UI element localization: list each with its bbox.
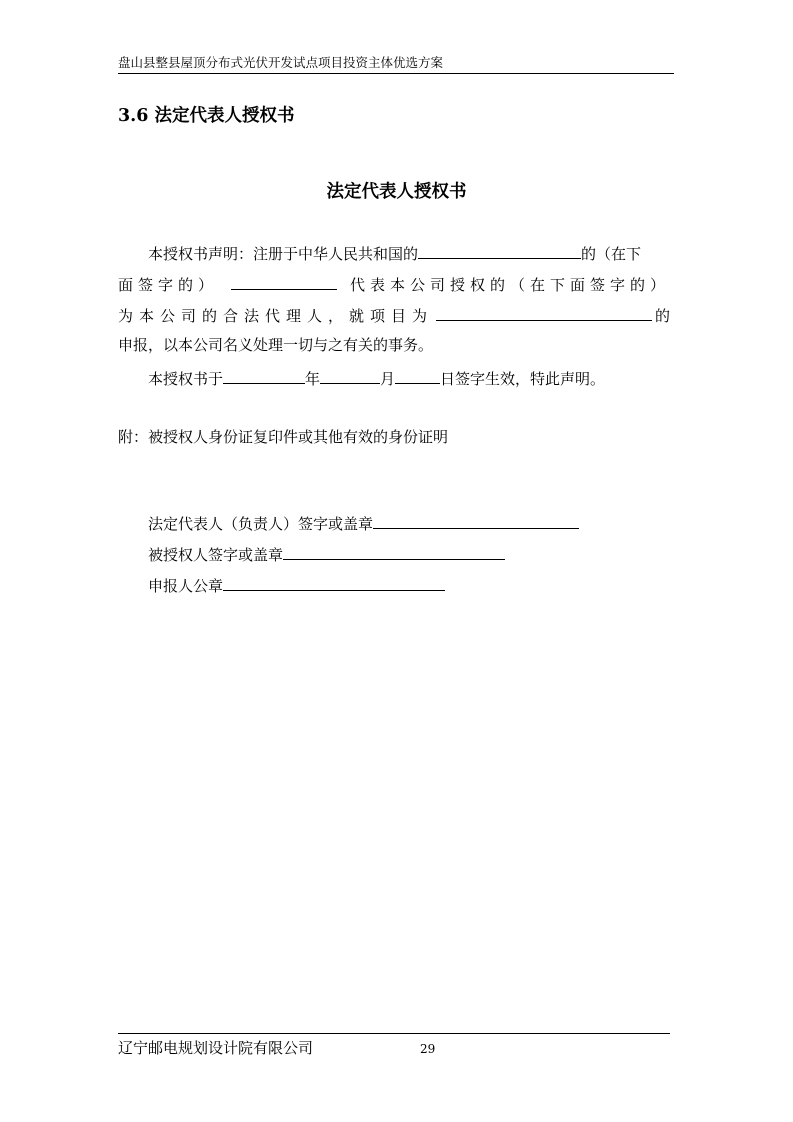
legal-rep-signature-blank[interactable]	[373, 512, 579, 529]
registered-company-blank[interactable]	[418, 242, 581, 259]
page-number: 29	[420, 1042, 436, 1056]
declaration-line-4: 申报，以本公司名义处理一切与之有关的事务。	[118, 336, 434, 354]
declaration-text-3b: 的	[654, 307, 670, 325]
section-heading: 3.6 法定代表人授权书	[118, 106, 295, 126]
authorized-signature-label: 被授权人签字或盖章	[148, 546, 284, 564]
applicant-seal-line	[148, 574, 445, 596]
declaration-line-2	[118, 273, 670, 295]
running-header: 盘山县整县屋顶分布式光伏开发试点项目投资主体优选方案	[118, 55, 444, 70]
day-blank[interactable]	[395, 367, 440, 384]
declaration-line-3	[118, 304, 670, 326]
day-label: 日签字生效，特此声明。	[440, 370, 606, 388]
representative-name-blank[interactable]	[231, 273, 337, 290]
legal-rep-signature-label: 法定代表人（负责人）签字或盖章	[148, 515, 374, 533]
declaration-text-1b: 的（在下	[581, 245, 642, 263]
legal-rep-signature-line	[148, 512, 579, 534]
declaration-text-3a: 为本公司的合法代理人，就项目为	[118, 307, 434, 325]
applicant-seal-blank[interactable]	[223, 574, 445, 591]
project-name-blank[interactable]	[436, 304, 652, 321]
authorized-signature-line	[148, 543, 505, 565]
month-blank[interactable]	[320, 367, 380, 384]
effective-date-text: 本授权书于	[148, 370, 224, 388]
footer-company: 辽宁邮电规划设计院有限公司	[118, 1039, 314, 1057]
declaration-text-2b: 代表本公司授权的（在下面签字的）	[349, 276, 670, 294]
authorized-signature-blank[interactable]	[283, 543, 505, 560]
header-rule	[118, 73, 674, 74]
year-label: 年	[305, 370, 321, 388]
attachment-note: 附：被授权人身份证复印件或其他有效的身份证明	[118, 428, 449, 446]
declaration-line-1	[148, 242, 641, 264]
footer-rule	[118, 1033, 670, 1034]
year-blank[interactable]	[223, 367, 305, 384]
declaration-text-1a: 本授权书声明：注册于中华人民共和国的	[148, 245, 419, 263]
document-title: 法定代表人授权书	[326, 182, 467, 202]
declaration-text-2a: 面签字的）	[118, 276, 219, 294]
effective-date-line	[148, 367, 605, 389]
applicant-seal-label: 申报人公章	[148, 577, 224, 595]
month-label: 月	[380, 370, 396, 388]
